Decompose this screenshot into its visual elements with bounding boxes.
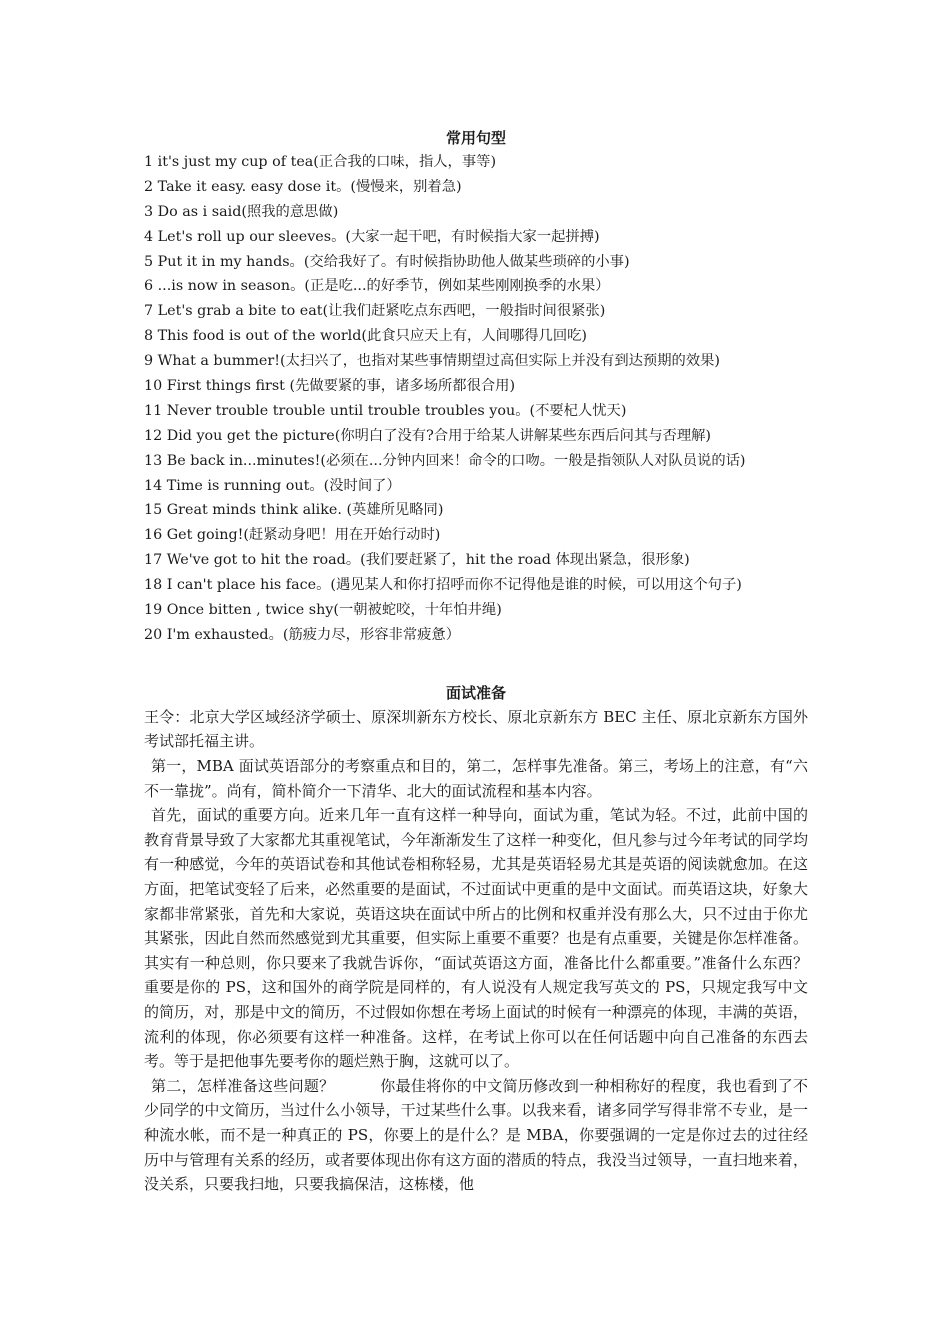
document-body bbox=[144, 126, 808, 1197]
phrase-item: 17 We've got to hit the road。(我们要赶紧了，hit the road 体现出紧急，很形象) bbox=[144, 552, 690, 569]
phrase-item: 13 Be back in...minutes!(必须在...分钟内回来！命令的口吻。一般是指领队人对队员说的话) bbox=[144, 452, 746, 469]
phrase-item: 20 I'm exhausted。(筋疲力尽，形容非常疲惫） bbox=[144, 626, 461, 643]
author-intro-paragraph: 王令：北京大学区域经济学硕士、原深圳新东方校长、原北京新东方 BEC 主任、原北京新东方国外考试部托福主讲。 bbox=[144, 707, 808, 751]
phrase-item: 11 Never trouble trouble until trouble troubles you。(不要杞人忧天) bbox=[144, 402, 627, 419]
section-spacer bbox=[144, 648, 808, 681]
phrase-item: 7 Let's grab a bite to eat(让我们赶紧吃点东西吧，一般指时间很紧张) bbox=[144, 303, 606, 320]
phrase-item: 19 Once bitten , twice shy(一朝被蛇咬，十年怕井绳) bbox=[144, 602, 502, 619]
phrase-item: 4 Let's roll up our sleeves。(大家一起干吧，有时候指大家一起拼搏) bbox=[144, 228, 600, 245]
body-paragraph: 第一，MBA 面试英语部分的考察重点和目的，第二，怎样事先准备。第三，考场上的注意，有“六不一靠拢”。尚有，简朴简介一下清华、北大的面试流程和基本内容。 bbox=[144, 757, 808, 800]
body-paragraph: 第二，怎样准备这些问题？ 你最佳将你的中文简历修改到一种相称好的程度，我也看到了不少同学的中文简历，当过什么小领导，干过某些什么事。以我来看，诸多同学写得非常不专业，是一种流水帐，而不是一种真正的 PS，你要上的是什么？是 MBA，你要强调的一定是你过去的过往经历中与管理有关系的经历，或者要体现出你有这方面的潜质的特点，我没当过领导，一直扫地来着，没关系，只要我扫地，只要我搞保洁，这栋楼，他 bbox=[144, 1076, 808, 1194]
phrase-item: 12 Did you get the picture(你明白了没有?合用于给某人讲解某些东西后问其与否理解) bbox=[144, 427, 711, 444]
phrase-item: 6 ...is now in season。(正是吃...的好季节，例如某些刚刚换季的水果） bbox=[144, 278, 610, 295]
section-title-interview-prep: 面试准备 bbox=[445, 683, 506, 702]
phrase-item: 9 What a bummer!(太扫兴了，也指对某些事情期望过高但实际上并没有到达预期的效果) bbox=[144, 353, 720, 370]
phrase-item: 8 This food is out of the world(此食只应天上有，人间哪得几回吃) bbox=[144, 328, 588, 345]
phrase-item: 3 Do as i said(照我的意思做) bbox=[144, 203, 339, 220]
phrase-item: 5 Put it in my hands。(交给我好了。有时候指协助他人做某些琐碎的小事) bbox=[144, 253, 630, 270]
phrase-item: 18 I can't place his face。(遇见某人和你打招呼而你不记得他是谁的时候，可以用这个句子) bbox=[144, 577, 742, 594]
phrase-item: 2 Take it easy. easy dose it。(慢慢来，别着急) bbox=[144, 178, 462, 195]
phrase-item: 14 Time is running out。(没时间了） bbox=[144, 477, 401, 494]
phrase-list bbox=[144, 150, 808, 648]
phrase-item: 10 First things first (先做要紧的事，诸多场所都很合用) bbox=[144, 378, 516, 395]
phrase-item: 1 it's just my cup of tea(正合我的口味，指人，事等) bbox=[144, 154, 497, 170]
phrase-item: 15 Great minds think alike. (英雄所见略同) bbox=[144, 502, 444, 519]
phrase-item: 16 Get going!(赶紧动身吧！用在开始行动时) bbox=[144, 527, 441, 544]
body-paragraph: 首先，面试的重要方向。近来几年一直有这样一种导向，面试为重，笔试为轻。不过，此前中国的教育背景导致了大家都尤其重视笔试，今年渐渐发生了这样一种变化，但凡参与过今年考试的同学均有一种感觉，今年的英语试卷和其他试卷相称轻易，尤其是英语轻易尤其是英语的阅读就愈加。在这方面，把笔试变轻了后来，必然重要的是面试，不过面试中更重的是中文面试。而英语这块，好象大家都非常紧张，首先和大家说，英语这块在面试中所占的比例和权重并没有那么大，只不过由于你尤其紧张，因此自然而然感觉到尤其重要，但实际上重要不重要？也是有点重要，关键是你怎样准备。其实有一种总则，你只要来了我就告诉你，“面试英语这方面，准备比什么都重要。”准备什么东西？重要是你的 PS，这和国外的商学院是同样的，有人说没有人规定我写英文的 PS，只规定我写中文的简历，对，那是中文的简历，不过假如你想在考场上面试的时候有一种漂亮的体现，丰满的英语，流利的体现，你必须要有这样一种准备。这样，在考试上你可以在任何话题中向自己准备的东西去考。等于是把他事先要考你的题烂熟于胸，这就可以了。 bbox=[144, 806, 808, 1071]
section-title-common-phrases: 常用句型 bbox=[445, 129, 506, 147]
